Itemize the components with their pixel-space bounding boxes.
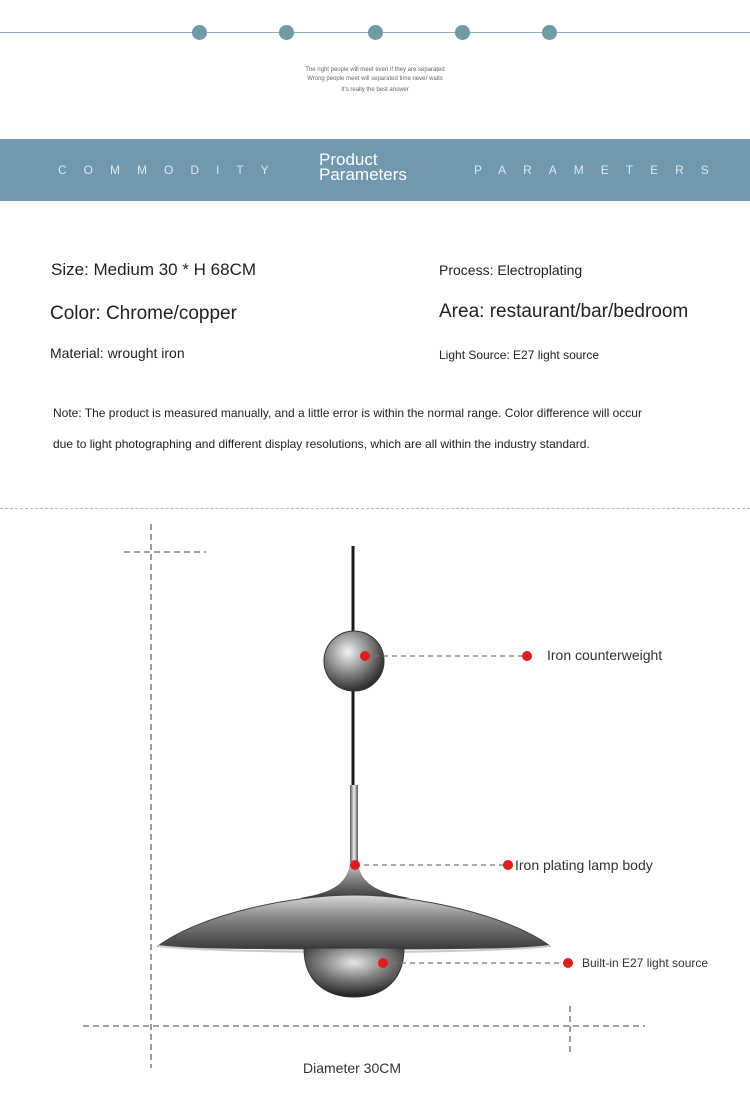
lamp-rod [350, 785, 358, 865]
marker-light-start [378, 958, 388, 968]
label-diameter: Diameter 30CM [303, 1060, 402, 1076]
tagline-line-1: The right people will meet even if they are separated [305, 67, 445, 73]
label-counterweight: Iron counterweight [547, 647, 663, 663]
lamp-dimension-diagram [0, 515, 750, 1095]
light-bowl [304, 948, 404, 997]
banner-title-line-2: Parameters [319, 165, 407, 184]
tagline-line-2: Wrong people meet will separated time never waits [307, 76, 443, 82]
param-process: Process: Electroplating [439, 262, 583, 278]
note-line-1: Note: The product is measured manually, and a little error is within the normal range. Color difference will occur [53, 406, 642, 420]
tagline-line-3: It's really the best answer [341, 87, 409, 93]
timeline-dot [192, 25, 207, 40]
banner-title [319, 152, 407, 182]
param-material: Material: wrought iron [50, 345, 185, 361]
param-size: Size: Medium 30 * H 68CM [51, 260, 257, 279]
timeline-dot [279, 25, 294, 40]
banner-title-line-1: Product [319, 150, 378, 169]
height-dimension-line [124, 524, 206, 1068]
param-light-source: Light Source: E27 light source [439, 348, 600, 362]
label-light-source: Built-in E27 light source [582, 956, 709, 970]
lamp-shade [158, 895, 550, 949]
label-lamp-body: Iron plating lamp body [515, 857, 653, 873]
timeline-dot [455, 25, 470, 40]
note-text [53, 398, 713, 460]
param-area: Area: restaurant/bar/bedroom [439, 301, 689, 322]
param-color: Color: Chrome/copper [50, 303, 237, 324]
marker-body-end [503, 860, 513, 870]
banner-right-text: PARAMETERS [474, 163, 726, 177]
note-line-2: due to light photographing and different display resolutions, which are all within the industry standard. [53, 437, 590, 451]
timeline-dot [368, 25, 383, 40]
marker-light-end [563, 958, 573, 968]
banner-left-text: COMMODITY [58, 163, 286, 177]
section-divider [0, 508, 750, 509]
marker-body-start [350, 860, 360, 870]
counterweight-ball [324, 631, 384, 691]
marker-counterweight-end [522, 651, 532, 661]
diameter-dimension-line [83, 1006, 645, 1052]
timeline-dot [542, 25, 557, 40]
marker-counterweight-start [360, 651, 370, 661]
